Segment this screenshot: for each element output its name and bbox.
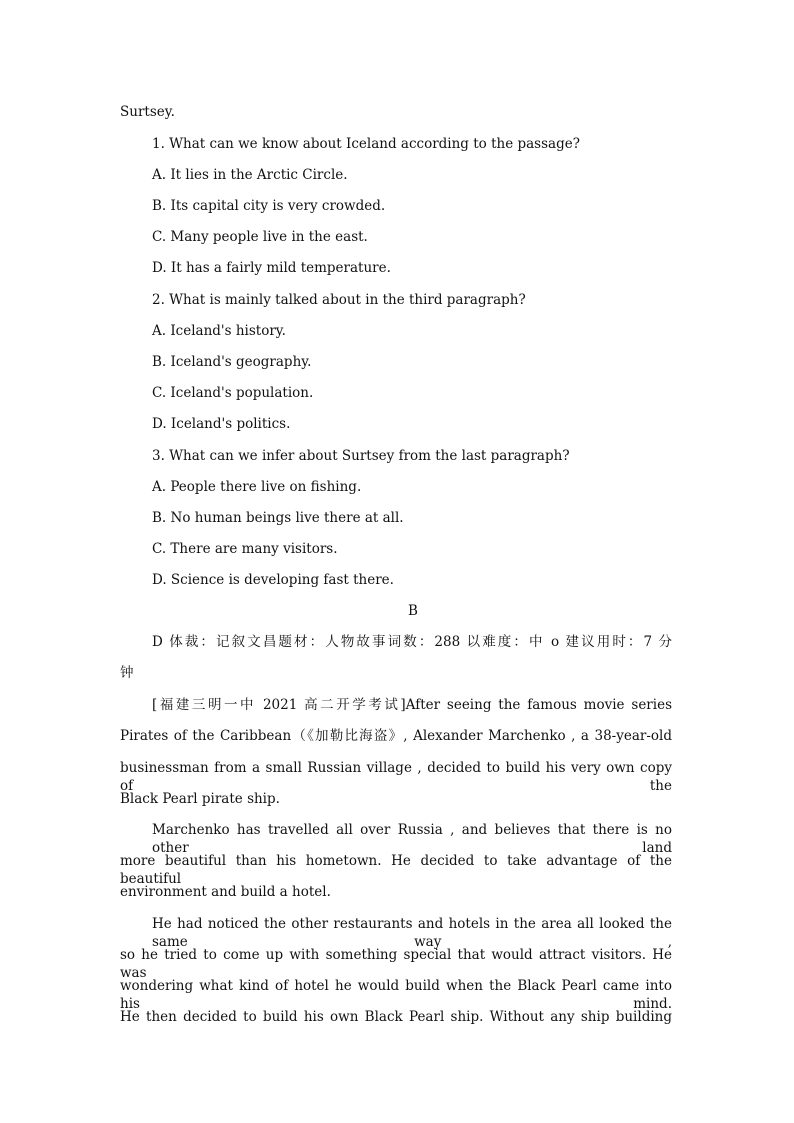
passage-a-tail: Surtsey. [120, 104, 175, 120]
question-3-option-b: B. No human beings live there at all. [152, 510, 404, 526]
question-3-stem: 3. What can we infer about Surtsey from the last paragraph? [152, 448, 570, 464]
paragraph-2-line: environment and build a hotel. [120, 884, 331, 900]
paragraph-3-line: He had noticed the other restaurants and hotels in the area all looked the same way , [152, 916, 672, 950]
question-1-stem: 1. What can we know about Iceland according to the passage? [152, 136, 580, 152]
question-2-stem: 2. What is mainly talked about in the third paragraph? [152, 292, 526, 308]
paragraph-2-line: Marchenko has travelled all over Russia , and believes that there is no other land [152, 822, 672, 856]
question-2-option-b: B. Iceland's geography. [152, 354, 312, 370]
question-1-option-c: C. Many people live in the east. [152, 229, 368, 245]
paragraph-1-line: Black Pearl pirate ship. [120, 791, 280, 807]
question-1-option-d: D. It has a fairly mild temperature. [152, 260, 391, 276]
question-3-option-a: A. People there live on fishing. [152, 479, 362, 495]
section-b-info-continued: 钟 [120, 665, 134, 681]
question-3-option-d: D. Science is developing fast there. [152, 572, 394, 588]
paragraph-1-line: [福建三明一中 2021 高二开学考试]After seeing the famous movie series [152, 697, 672, 713]
paragraph-1-line: businessman from a small Russian village , decided to build his very own copy of the [120, 760, 672, 794]
paragraph-3-line: so he tried to come up with something special that would attract visitors. He was [120, 947, 672, 981]
paragraph-3-line: wondering what kind of hotel he would build when the Black Pearl came into his mind. [120, 978, 672, 1012]
question-2-option-d: D. Iceland's politics. [152, 416, 291, 432]
question-3-option-c: C. There are many visitors. [152, 541, 338, 557]
question-2-option-a: A. Iceland's history. [152, 323, 286, 339]
question-1-option-b: B. Its capital city is very crowded. [152, 198, 386, 214]
question-1-option-a: A. It lies in the Arctic Circle. [152, 167, 348, 183]
paragraph-2-line: more beautiful than his hometown. He decided to take advantage of the beautiful [120, 853, 672, 887]
paragraph-1-line: Pirates of the Caribbean（《加勒比海盗》, Alexander Marchenko , a 38-year-old [120, 728, 672, 744]
question-2-option-c: C. Iceland's population. [152, 385, 314, 401]
paragraph-3-line: He then decided to build his own Black Pearl ship. Without any ship building [120, 1009, 672, 1025]
section-b-heading: B [408, 603, 418, 619]
section-b-info: D 体裁：记叙文昌题材：人物故事词数：288 以难度：中 o 建议用时：7 分 [152, 634, 672, 650]
